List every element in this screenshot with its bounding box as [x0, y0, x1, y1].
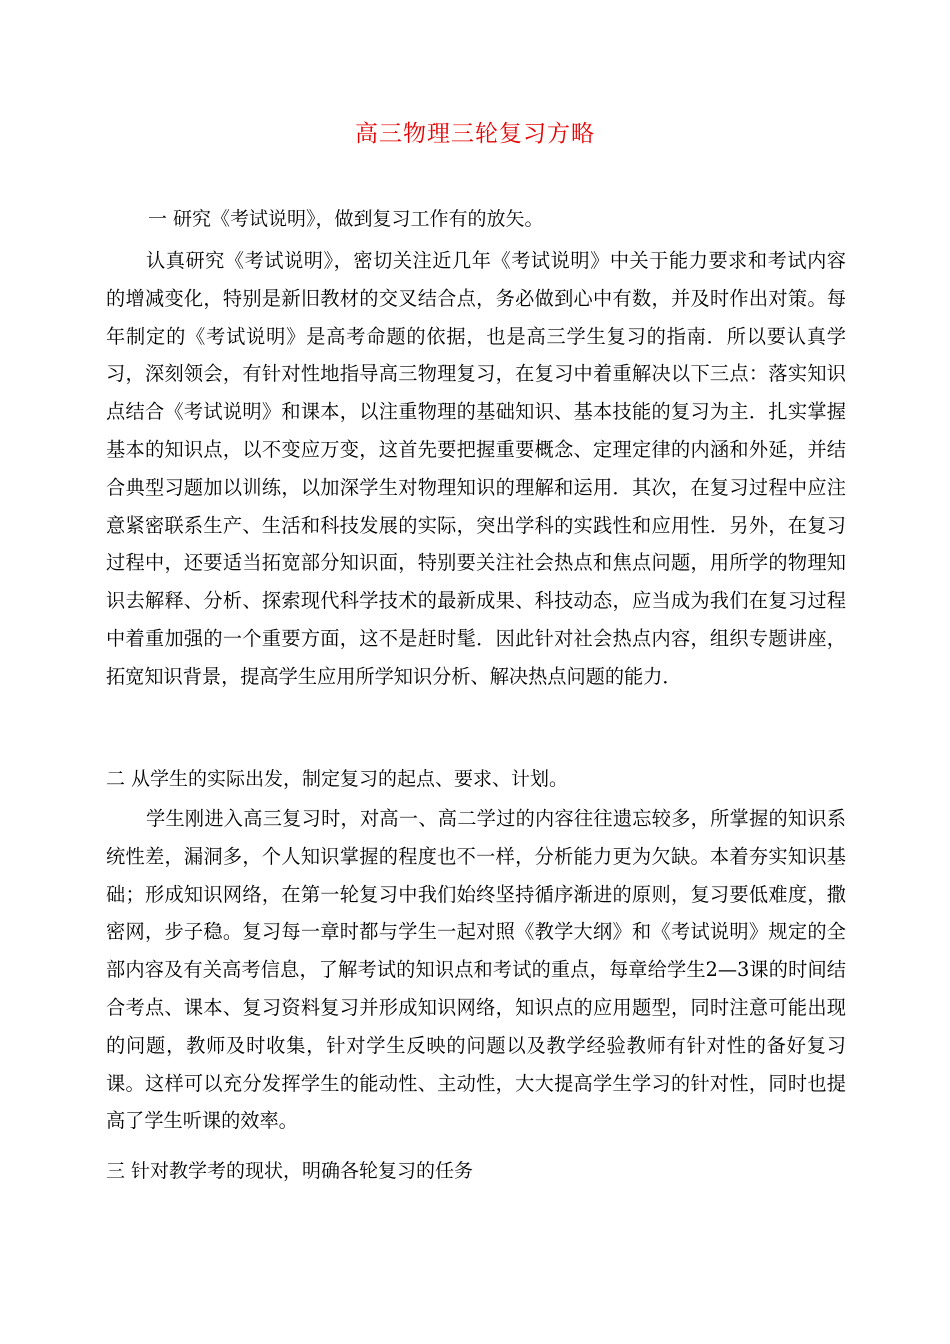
- section-heading-3: 三 针对教学考的现状，明确各轮复习的任务: [106, 1160, 474, 1182]
- section-heading-2: 二 从学生的实际出发，制定复习的起点、要求、计划。: [106, 768, 569, 790]
- document-title: 高三物理三轮复习方略: [355, 121, 595, 147]
- section-paragraph-2: 学生刚进入高三复习时，对高一、高二学过的内容往往遗忘较多，所掌握的知识系统性差，漏洞多，个人知识掌握的程度也不一样，分析能力更为欠缺。本着夯实知识基础；形成知识网络，在第一轮复习中我们始终坚持循序渐进的原则，复习要低难度，撒密网，步子稳。复习每一章时都与学生一起对照《教学大纲》和《考试说明》规定的全部内容及有关高考信息，了解考试的知识点和考试的重点，每章给学生2—3课的时间结合考点、课本、复习资料复习并形成知识网络，知识点的应用题型，同时注意可能出现的问题，教师及时收集，针对学生反映的问题以及教学经验教师有针对性的备好复习课。这样可以充分发挥学生的能动性、主动性，大大提高学生学习的针对性，同时也提高了学生听课的效率。: [106, 807, 846, 1133]
- section-heading-1: 一 研究《考试说明》，做到复习工作有的放矢。: [148, 208, 544, 230]
- section-paragraph-1: 认真研究《考试说明》，密切关注近几年《考试说明》中关于能力要求和考试内容的增减变化，特别是新旧教材的交叉结合点，务必做到心中有数，并及时作出对策。每年制定的《考试说明》是高考命题的依据，也是高三学生复习的指南．所以要认真学习，深刻领会，有针对性地指导高三物理复习，在复习中着重解决以下三点：落实知识点结合《考试说明》和课本，以注重物理的基础知识、基本技能的复习为主．扎实掌握基本的知识点，以不变应万变，这首先要把握重要概念、定理定律的内涵和外延，并结合典型习题加以训练，以加深学生对物理知识的理解和运用．其次，在复习过程中应注意紧密联系生产、生活和科技发展的实际，突出学科的实践性和应用性．另外，在复习过程中，还要适当拓宽部分知识面，特别要关注社会热点和焦点问题，用所学的物理知识去解释、分析、探索现代科学技术的最新成果、科技动态，应当成为我们在复习过程中着重加强的一个重要方面，这不是赶时髦．因此针对社会热点内容，组织专题讲座，拓宽知识背景，提高学生应用所学知识分析、解决热点问题的能力．: [106, 249, 846, 688]
